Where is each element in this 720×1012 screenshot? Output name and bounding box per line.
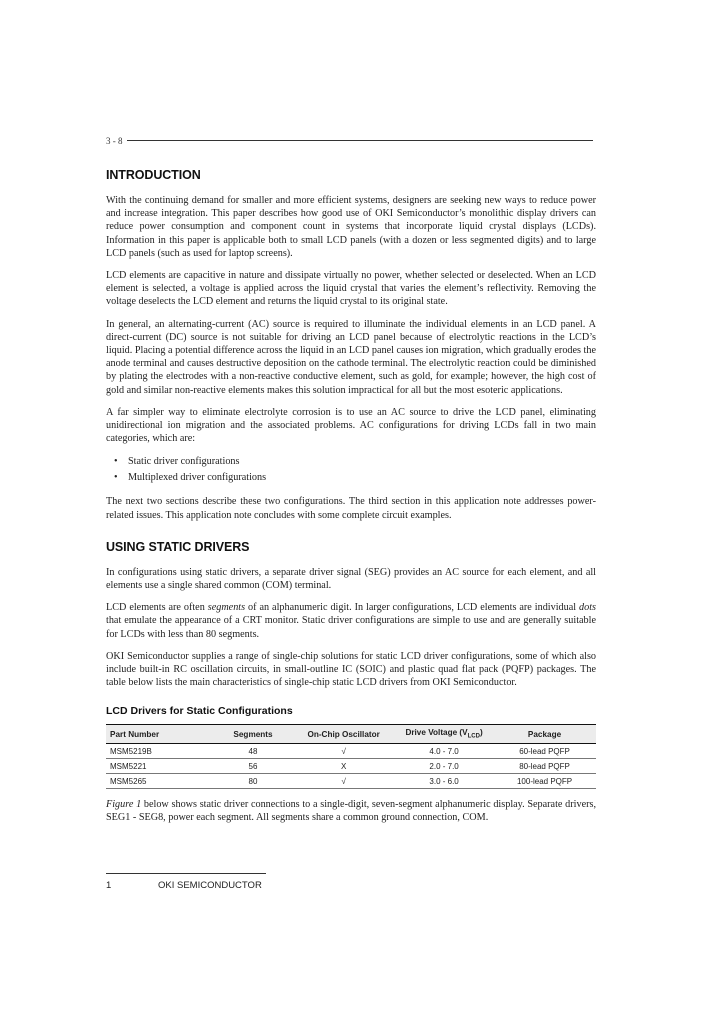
text-run: LCD elements are often <box>106 602 208 614</box>
configuration-list <box>106 454 596 486</box>
cell-package: 80-lead PQFP <box>493 759 596 774</box>
list-item <box>114 470 596 486</box>
static-paragraph-3: OKI Semiconductor supplies a range of single-chip solutions for static LCD driver configurations, some of which also include built-in RC oscillation circuits, in small-outline IC (SOIC) and plastic quad flat pack (PQFP) packages. The table below lists the main characteristics of single-chip static LCD drivers from OKI Semiconductor. <box>106 650 596 689</box>
static-paragraph-1: In configurations using static drivers, a separate driver signal (SEG) provides an AC source for each element, and all elements use a single shared common (COM) terminal. <box>106 566 596 592</box>
text-run: of an alphanumeric digit. In larger configurations, LCD elements are individual <box>245 602 580 614</box>
header-package: Package <box>493 725 596 744</box>
cell-segments: 48 <box>214 744 292 759</box>
intro-paragraph-4: A far simpler way to eliminate electrolyte corrosion is to use an AC source to drive the LCD panel, eliminating unidirectional ion migration and the associated problems. AC configurations for driving LCDs fall in two main categories, which are: <box>106 406 596 445</box>
static-paragraph-2 <box>106 601 596 641</box>
header-text: Drive Voltage (V <box>405 728 468 738</box>
figure-link[interactable]: Figure 1 <box>106 799 142 811</box>
intro-paragraph-2: LCD elements are capacitive in nature and dissipate virtually no power, whether selected or deselected. When an LCD element is selected, a voltage is applied across the liquid crystal that varies the element’s reflectivity. Removing the voltage deselects the LCD element and returns the liquid crystal to its original state. <box>106 270 596 308</box>
header-text: ) <box>479 728 483 738</box>
intro-paragraph-3: In general, an alternating-current (AC) source is required to illuminate the individual elements in an LCD panel. A direct-current (DC) source is not suitable for driving an LCD panel because of electrolytic reactions in the LCD’s liquid. Placing a potential difference across the liquid in an LCD panel causes ion migration, which gradually erodes the anode terminal and causes destructive deposition on the cathode terminal. The electrolytic reaction could be diminished by plating the electrodes with a non-reactive conductive element, such as gold, for example; however, the high cost of gold and similar non-reactive elements makes this solution impractical for all but the most esoteric applications. <box>106 318 596 396</box>
introduction-heading: INTRODUCTION <box>106 168 201 182</box>
cell-part-number: MSM5221 <box>106 759 214 774</box>
text-run: that emulate the appearance of a CRT monitor. Static driver configurations are simple to use and are generally suitable for LCDs with less than 80 segments. <box>106 615 596 640</box>
cell-package: 60-lead PQFP <box>493 744 596 759</box>
cell-part-number: MSM5265 <box>106 774 214 789</box>
cell-segments: 80 <box>214 774 292 789</box>
cell-drive-voltage: 4.0 - 7.0 <box>395 744 493 759</box>
figure-reference-paragraph <box>106 798 596 824</box>
table-title: LCD Drivers for Static Configurations <box>106 705 293 718</box>
cell-oscillator: X <box>292 759 395 774</box>
list-item-label: Static driver configurations <box>128 456 240 468</box>
table-header-row <box>106 725 596 744</box>
bullet-icon: • <box>114 472 118 484</box>
cell-oscillator: √ <box>292 774 395 789</box>
header-subscript: LCD <box>467 734 480 741</box>
intro-paragraph-5: The next two sections describe these two configurations. The third section in this application note addresses power-related issues. This application note concludes with some complete circuit examples. <box>106 496 596 521</box>
cell-drive-voltage: 2.0 - 7.0 <box>395 759 493 774</box>
footer-company: OKI SEMICONDUCTOR <box>158 880 262 891</box>
static-drivers-heading: USING STATIC DRIVERS <box>106 539 250 554</box>
header-part-number: Part Number <box>106 725 214 744</box>
header-oscillator: On-Chip Oscillator <box>292 725 395 744</box>
list-item-label: Multiplexed driver configurations <box>128 472 267 484</box>
table-row <box>106 744 596 759</box>
cell-drive-voltage: 3.0 - 6.0 <box>395 774 493 789</box>
lcd-drivers-table <box>106 724 596 789</box>
page-footer <box>106 880 262 891</box>
content-body <box>106 168 596 834</box>
footer-rule <box>106 873 266 874</box>
emphasis-segments: segments <box>207 602 246 614</box>
cell-oscillator: √ <box>292 744 395 759</box>
header-segments: Segments <box>214 725 292 744</box>
header-drive-voltage <box>395 725 493 744</box>
page-number: 1 <box>106 880 112 891</box>
table-row <box>106 759 596 774</box>
page-marker: 3 - 8 <box>106 136 123 146</box>
emphasis-dots: dots <box>579 602 597 614</box>
cell-segments: 56 <box>214 759 292 774</box>
list-item <box>114 454 596 470</box>
intro-paragraph-1: With the continuing demand for smaller and more efficient systems, designers are seeking new ways to reduce power and increase integration. This paper describes how good use of OKI Semiconductor’s monolithic display drivers can reduce power consumption and component count in systems that incorporate liquid crystal displays (LCDs). Information in this paper is applicable both to small LCD panels (with a dozen or less segmented digits) and to large LCD panels (such as used for laptop screens). <box>106 195 596 259</box>
text-run: below shows static driver connections to a single-digit, seven-segment alphanumeric display. Separate drivers, SEG1 - SEG8, power each segment. All segments share a common ground connection, COM. <box>106 799 596 824</box>
table-row <box>106 774 596 789</box>
cell-package: 100-lead PQFP <box>493 774 596 789</box>
bullet-icon: • <box>114 456 118 468</box>
cell-part-number: MSM5219B <box>106 744 214 759</box>
header-rule <box>127 140 593 141</box>
